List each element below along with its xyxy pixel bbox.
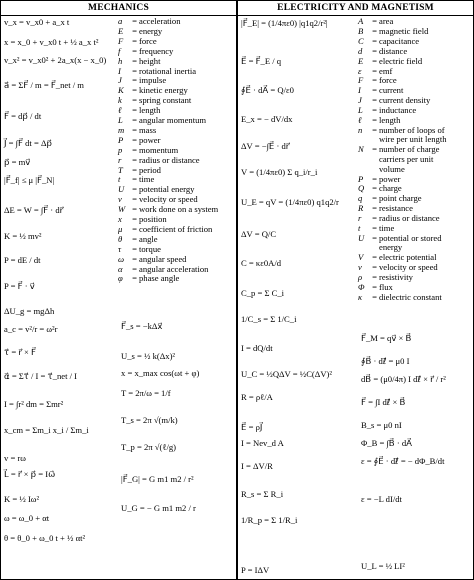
def-equals: = (132, 233, 137, 244)
def-text: mass (139, 124, 157, 135)
def-symbol: T (118, 164, 123, 175)
def-equals: = (132, 243, 137, 254)
mech-eq-8: ΔE = W = ∫F⃗ · dr⃗ (4, 205, 64, 215)
def-equals: = (372, 16, 377, 26)
def-symbol: v (358, 262, 362, 273)
def-equals: = (132, 154, 137, 165)
def-equals: = (132, 194, 137, 205)
em-eq-17: R_s = Σ R_i (241, 489, 284, 499)
mech-def-12 (118, 136, 160, 146)
def-symbol: C (358, 35, 364, 46)
mech-eq2-3: T = 2π/ω = 1/f (121, 388, 171, 398)
mech-eq-5: J⃗ = ∫F⃗ dt = Δp⃗ (4, 138, 52, 148)
em-def-2 (358, 37, 419, 47)
def-equals: = (372, 183, 377, 194)
mech-eq2-0: F⃗_s = −kΔx⃗ (121, 321, 163, 331)
def-symbol: U (358, 232, 365, 243)
em-definitions (358, 16, 473, 579)
def-text: radius or distance (139, 154, 200, 165)
em-eq2-6: ε = ∮E⃗ · dℓ⃗ = − dΦ_B/dt (361, 456, 445, 466)
def-symbol: U (118, 184, 125, 195)
def-text: length (139, 105, 161, 116)
def-symbol: v (118, 194, 122, 205)
def-text: point charge (379, 193, 422, 204)
em-def-19 (358, 234, 442, 253)
def-symbol: Q (358, 183, 365, 194)
em-eq-13: R = ρℓ/A (241, 392, 273, 402)
mech-def-14 (118, 156, 200, 166)
def-text: power (379, 173, 401, 184)
mechanics-equations (1, 16, 116, 579)
def-symbol: d (358, 45, 363, 56)
def-symbol: τ (118, 243, 122, 254)
def-symbol: p (118, 144, 123, 155)
def-equals: = (132, 16, 137, 26)
def-equals: = (372, 292, 377, 302)
def-text: resistance (379, 203, 413, 214)
def-symbol: x (118, 214, 122, 224)
mech-eq2-4: T_s = 2π √(m/k) (121, 415, 178, 425)
mech-eq-18: v = rω (4, 453, 26, 463)
def-equals: = (372, 55, 377, 66)
def-equals: = (132, 273, 137, 284)
def-text: phase angle (139, 273, 180, 284)
mech-eq-7: |F⃗_f| ≤ μ |F⃗_N| (4, 175, 55, 185)
mech-eq-22: θ = θ_0 + ω_0 t + ½ αt² (4, 533, 86, 543)
def-symbol: W (118, 204, 126, 215)
em-eq-7: ΔV = Q/C (241, 229, 277, 239)
def-text: spring constant (139, 95, 192, 106)
mech-eq2-1: U_s = ½ k(Δx)² (121, 351, 176, 361)
mech-eq-20: K = ½ Iω² (4, 494, 40, 504)
def-text: angular speed (139, 253, 187, 264)
def-text: work done on a system (139, 204, 219, 215)
def-symbol: L (118, 115, 123, 125)
def-symbol: E (358, 55, 364, 66)
def-text: kinetic energy (139, 85, 188, 96)
mech-def-26 (118, 274, 179, 284)
em-def-17 (358, 214, 440, 224)
em-eq-19: P = IΔV (241, 565, 270, 575)
def-text: flux (379, 282, 393, 293)
def-text: power (139, 134, 161, 145)
def-equals: = (132, 45, 137, 56)
mech-eq-19: L⃗ = r⃗ × p⃗ = Iω⃗ (4, 469, 56, 479)
def-equals: = (372, 144, 377, 155)
def-symbol: r (358, 213, 362, 224)
def-text: current (379, 85, 404, 96)
def-symbol: F (118, 35, 124, 46)
mech-eq2-7: U_G = − G m1 m2 / r (121, 503, 196, 513)
def-symbol: m (118, 124, 125, 135)
def-symbol: ρ (358, 272, 363, 283)
def-text: emf (379, 65, 393, 76)
def-symbol: P (358, 173, 364, 184)
def-text-cont: volume (379, 163, 405, 174)
em-eq2-3: F⃗ = ∫I dℓ⃗ × B⃗ (361, 397, 406, 407)
def-symbol: φ (118, 273, 123, 284)
mech-eq2-2: x = x_max cos(ωt + φ) (121, 368, 200, 378)
em-def-11 (358, 126, 447, 145)
def-equals: = (132, 55, 137, 66)
def-equals: = (372, 213, 377, 224)
def-symbol: r (118, 154, 122, 165)
def-text: frequency (139, 45, 174, 56)
def-equals: = (132, 164, 137, 175)
def-equals: = (132, 263, 137, 274)
mech-def-24 (118, 255, 186, 265)
em-eq-16: I = ΔV/R (241, 461, 273, 471)
mech-eq-21: ω = ω_0 + αt (4, 513, 50, 523)
em-eq2-2: dB⃗ = (μ0/4π) I dℓ⃗ × r⃗ / r² (361, 374, 446, 384)
def-equals: = (132, 115, 137, 125)
def-text: angular acceleration (139, 263, 209, 274)
def-symbol: L (358, 105, 363, 116)
mech-def-2 (118, 37, 157, 47)
def-text: length (379, 115, 401, 125)
def-symbol: B (358, 25, 364, 36)
def-text: acceleration (139, 16, 181, 26)
mech-def-22 (118, 235, 158, 245)
em-eq-8: C = κε0A/d (241, 258, 282, 268)
em-heading: ELECTRICITY AND MAGNETISM (238, 1, 473, 16)
def-symbol: t (358, 223, 361, 233)
mech-eq-14: τ⃗ = r⃗ × F⃗ (4, 347, 36, 357)
def-symbol: R (358, 203, 364, 214)
em-eq2-8: U_L = ½ LI² (361, 561, 405, 571)
def-symbol: t (118, 174, 121, 185)
mech-eq-4: F⃗ = dp⃗ / dt (4, 111, 42, 121)
def-text: momentum (139, 144, 179, 155)
def-symbol: J (358, 95, 362, 106)
def-symbol: I (358, 85, 361, 96)
def-text: current density (379, 95, 431, 106)
def-symbol: P (118, 134, 124, 145)
mech-eq2-5: T_p = 2π √(ℓ/g) (121, 442, 177, 452)
def-equals: = (132, 214, 137, 224)
def-symbol: I (118, 65, 121, 76)
def-symbol: ε (358, 65, 362, 76)
def-equals: = (132, 85, 137, 96)
def-symbol: n (358, 124, 363, 135)
def-symbol: ℓ (118, 105, 122, 116)
def-equals: = (132, 35, 137, 46)
def-text: electric potential (379, 252, 437, 263)
def-text: distance (379, 45, 408, 56)
mech-eq-9: K = ½ mv² (4, 231, 42, 241)
mech-eq-12: ΔU_g = mgΔh (4, 306, 55, 316)
def-equals: = (132, 105, 137, 116)
def-text: charge (379, 183, 402, 194)
def-text: rotational inertia (139, 65, 197, 76)
mechanics-column (1, 1, 238, 579)
em-eq2-0: F⃗_M = qv⃗ × B⃗ (361, 333, 412, 343)
em-def-24 (358, 293, 442, 303)
def-equals: = (132, 25, 137, 36)
def-equals: = (132, 65, 137, 76)
em-eq-15: I = Nev_d A (241, 438, 284, 448)
def-text: period (139, 164, 161, 175)
def-text: time (379, 223, 395, 233)
def-text: force (139, 35, 157, 46)
def-text: time (139, 174, 155, 185)
def-text: position (139, 214, 167, 224)
def-symbol: h (118, 55, 123, 66)
def-symbol: α (118, 263, 123, 274)
def-text: number of loops of (379, 124, 445, 135)
def-equals: = (372, 193, 377, 204)
def-text: height (139, 55, 161, 66)
em-eq2-7: ε = −L dI/dt (361, 494, 402, 504)
mech-eq-1: x = x_0 + v_x0 t + ½ a_x t² (4, 37, 99, 47)
def-equals: = (372, 252, 377, 263)
def-symbol: k (118, 95, 122, 106)
mech-eq-16: I = ∫r² dm = Σmr² (4, 399, 64, 409)
mech-eq-3: a⃗ = ΣF⃗ / m = F⃗_net / m (4, 80, 84, 90)
em-eq-2: ∮E⃗ · dA⃗ = Q/ε0 (241, 85, 294, 95)
def-text-cont: energy (379, 242, 403, 253)
mech-eq-2: v_x² = v_x0² + 2a_x(x − x_0) (4, 55, 107, 65)
def-equals: = (132, 134, 137, 145)
def-text: capacitance (379, 35, 420, 46)
em-eq-9: C_p = Σ C_i (241, 288, 285, 298)
def-symbol: ℓ (358, 115, 362, 125)
def-symbol: E (118, 25, 124, 36)
def-equals: = (132, 144, 137, 155)
em-eq-5: V = (1/4πε0) Σ q_i/r_i (241, 167, 318, 177)
def-text: force (379, 75, 397, 86)
mech-eq-6: p⃗ = mv⃗ (4, 157, 31, 167)
mech-eq-10: P = dE / dt (4, 255, 41, 265)
def-symbol: J (118, 75, 122, 86)
em-eq-10: 1/C_s = Σ 1/C_i (241, 314, 297, 324)
def-symbol: a (118, 16, 123, 26)
def-symbol: V (358, 252, 364, 263)
def-symbol: f (118, 45, 121, 56)
def-text: potential energy (139, 184, 195, 195)
def-equals: = (132, 75, 137, 86)
em-eq-14: E⃗ = ρJ⃗ (241, 422, 263, 432)
def-symbol: K (118, 85, 124, 96)
def-text: inductance (379, 105, 417, 116)
def-equals: = (372, 272, 377, 283)
em-eq-1: E⃗ = F⃗_E / q (241, 56, 282, 66)
mech-eq-11: P = F⃗ · v⃗ (4, 281, 35, 291)
def-equals: = (132, 223, 137, 234)
em-eq-18: 1/R_p = Σ 1/R_i (241, 515, 298, 525)
def-equals: = (132, 174, 137, 185)
em-equations (238, 16, 356, 579)
def-symbol: q (358, 193, 363, 204)
def-equals: = (132, 184, 137, 195)
def-text: velocity or speed (379, 262, 438, 273)
def-symbol: μ (118, 223, 123, 234)
def-equals: = (372, 95, 377, 106)
def-equals: = (372, 173, 377, 184)
em-eq2-5: Φ_B = ∫B⃗ · dA⃗ (361, 438, 413, 448)
def-equals: = (372, 232, 377, 243)
def-symbol: Φ (358, 282, 365, 293)
def-equals: = (372, 223, 377, 233)
def-text: electric field (379, 55, 423, 66)
em-def-3 (358, 47, 407, 57)
def-symbol: N (358, 144, 364, 155)
em-eq-12: U_C = ½QΔV = ½C(ΔV)² (241, 369, 332, 379)
def-text: angle (139, 233, 158, 244)
mech-eq-13: a_c = v²/r = ω²r (4, 324, 58, 334)
def-text: torque (139, 243, 161, 254)
def-symbol: ω (118, 253, 125, 264)
def-equals: = (372, 25, 377, 36)
em-eq-3: E_x = − dV/dx (241, 114, 293, 124)
def-text: number of charge (379, 144, 440, 155)
def-equals: = (372, 75, 377, 86)
def-text: potential or stored (379, 232, 442, 243)
em-eq2-1: ∮B⃗ · dℓ⃗ = μ0 I (361, 356, 410, 366)
em-column (238, 1, 473, 579)
def-symbol: θ (118, 233, 123, 244)
em-def-4 (358, 57, 422, 67)
def-equals: = (132, 204, 137, 215)
def-text: energy (139, 25, 163, 36)
em-eq-4: ΔV = −∫E⃗ · dr⃗ (241, 141, 290, 151)
def-equals: = (132, 95, 137, 106)
def-equals: = (372, 85, 377, 96)
mech-def-23 (118, 245, 161, 255)
def-text: resistivity (379, 272, 413, 283)
em-def-12 (358, 145, 439, 174)
def-equals: = (132, 124, 137, 135)
mech-eq-17: x_cm = Σm_i x_i / Σm_i (4, 425, 89, 435)
def-text-cont: carriers per unit (379, 153, 434, 164)
def-equals: = (372, 105, 377, 116)
def-symbol: κ (358, 292, 363, 302)
def-text: velocity or speed (139, 194, 198, 205)
em-eq-0: |F⃗_E| = (1/4πε0) |q1q2/r²| (241, 18, 328, 28)
def-text: coefficient of friction (139, 223, 213, 234)
def-text: magnetic field (379, 25, 429, 36)
def-equals: = (372, 124, 377, 135)
def-equals: = (372, 115, 377, 125)
mech-def-13 (118, 146, 178, 156)
def-text: impulse (139, 75, 167, 86)
def-equals: = (372, 262, 377, 273)
mech-def-3 (118, 47, 173, 57)
def-text: area (379, 16, 394, 26)
mech-def-4 (118, 57, 160, 67)
def-equals: = (372, 65, 377, 76)
mech-eq-0: v_x = v_x0 + a_x t (4, 17, 70, 27)
mech-eq-15: α⃗ = Στ⃗ / I = τ⃗_net / I (4, 371, 78, 381)
def-symbol: A (358, 16, 364, 26)
def-equals: = (372, 45, 377, 56)
def-equals: = (372, 35, 377, 46)
mechanics-heading: MECHANICS (1, 1, 236, 16)
em-eq-6: U_E = qV = (1/4πε0) q1q2/r (241, 197, 339, 207)
mechanics-definitions (118, 16, 236, 579)
def-text-cont: wire per unit length (379, 134, 447, 145)
em-eq2-4: B_s = μ0 nI (361, 420, 402, 430)
def-equals: = (132, 253, 137, 264)
def-equals: = (372, 203, 377, 214)
def-symbol: F (358, 75, 364, 86)
em-eq-11: I = dQ/dt (241, 343, 273, 353)
mech-eq2-6: |F⃗_G| = G m1 m2 / r² (121, 474, 194, 484)
def-text: dielectric constant (379, 292, 442, 302)
def-text: angular momentum (139, 115, 207, 125)
def-text: radius or distance (379, 213, 440, 224)
def-equals: = (372, 282, 377, 293)
